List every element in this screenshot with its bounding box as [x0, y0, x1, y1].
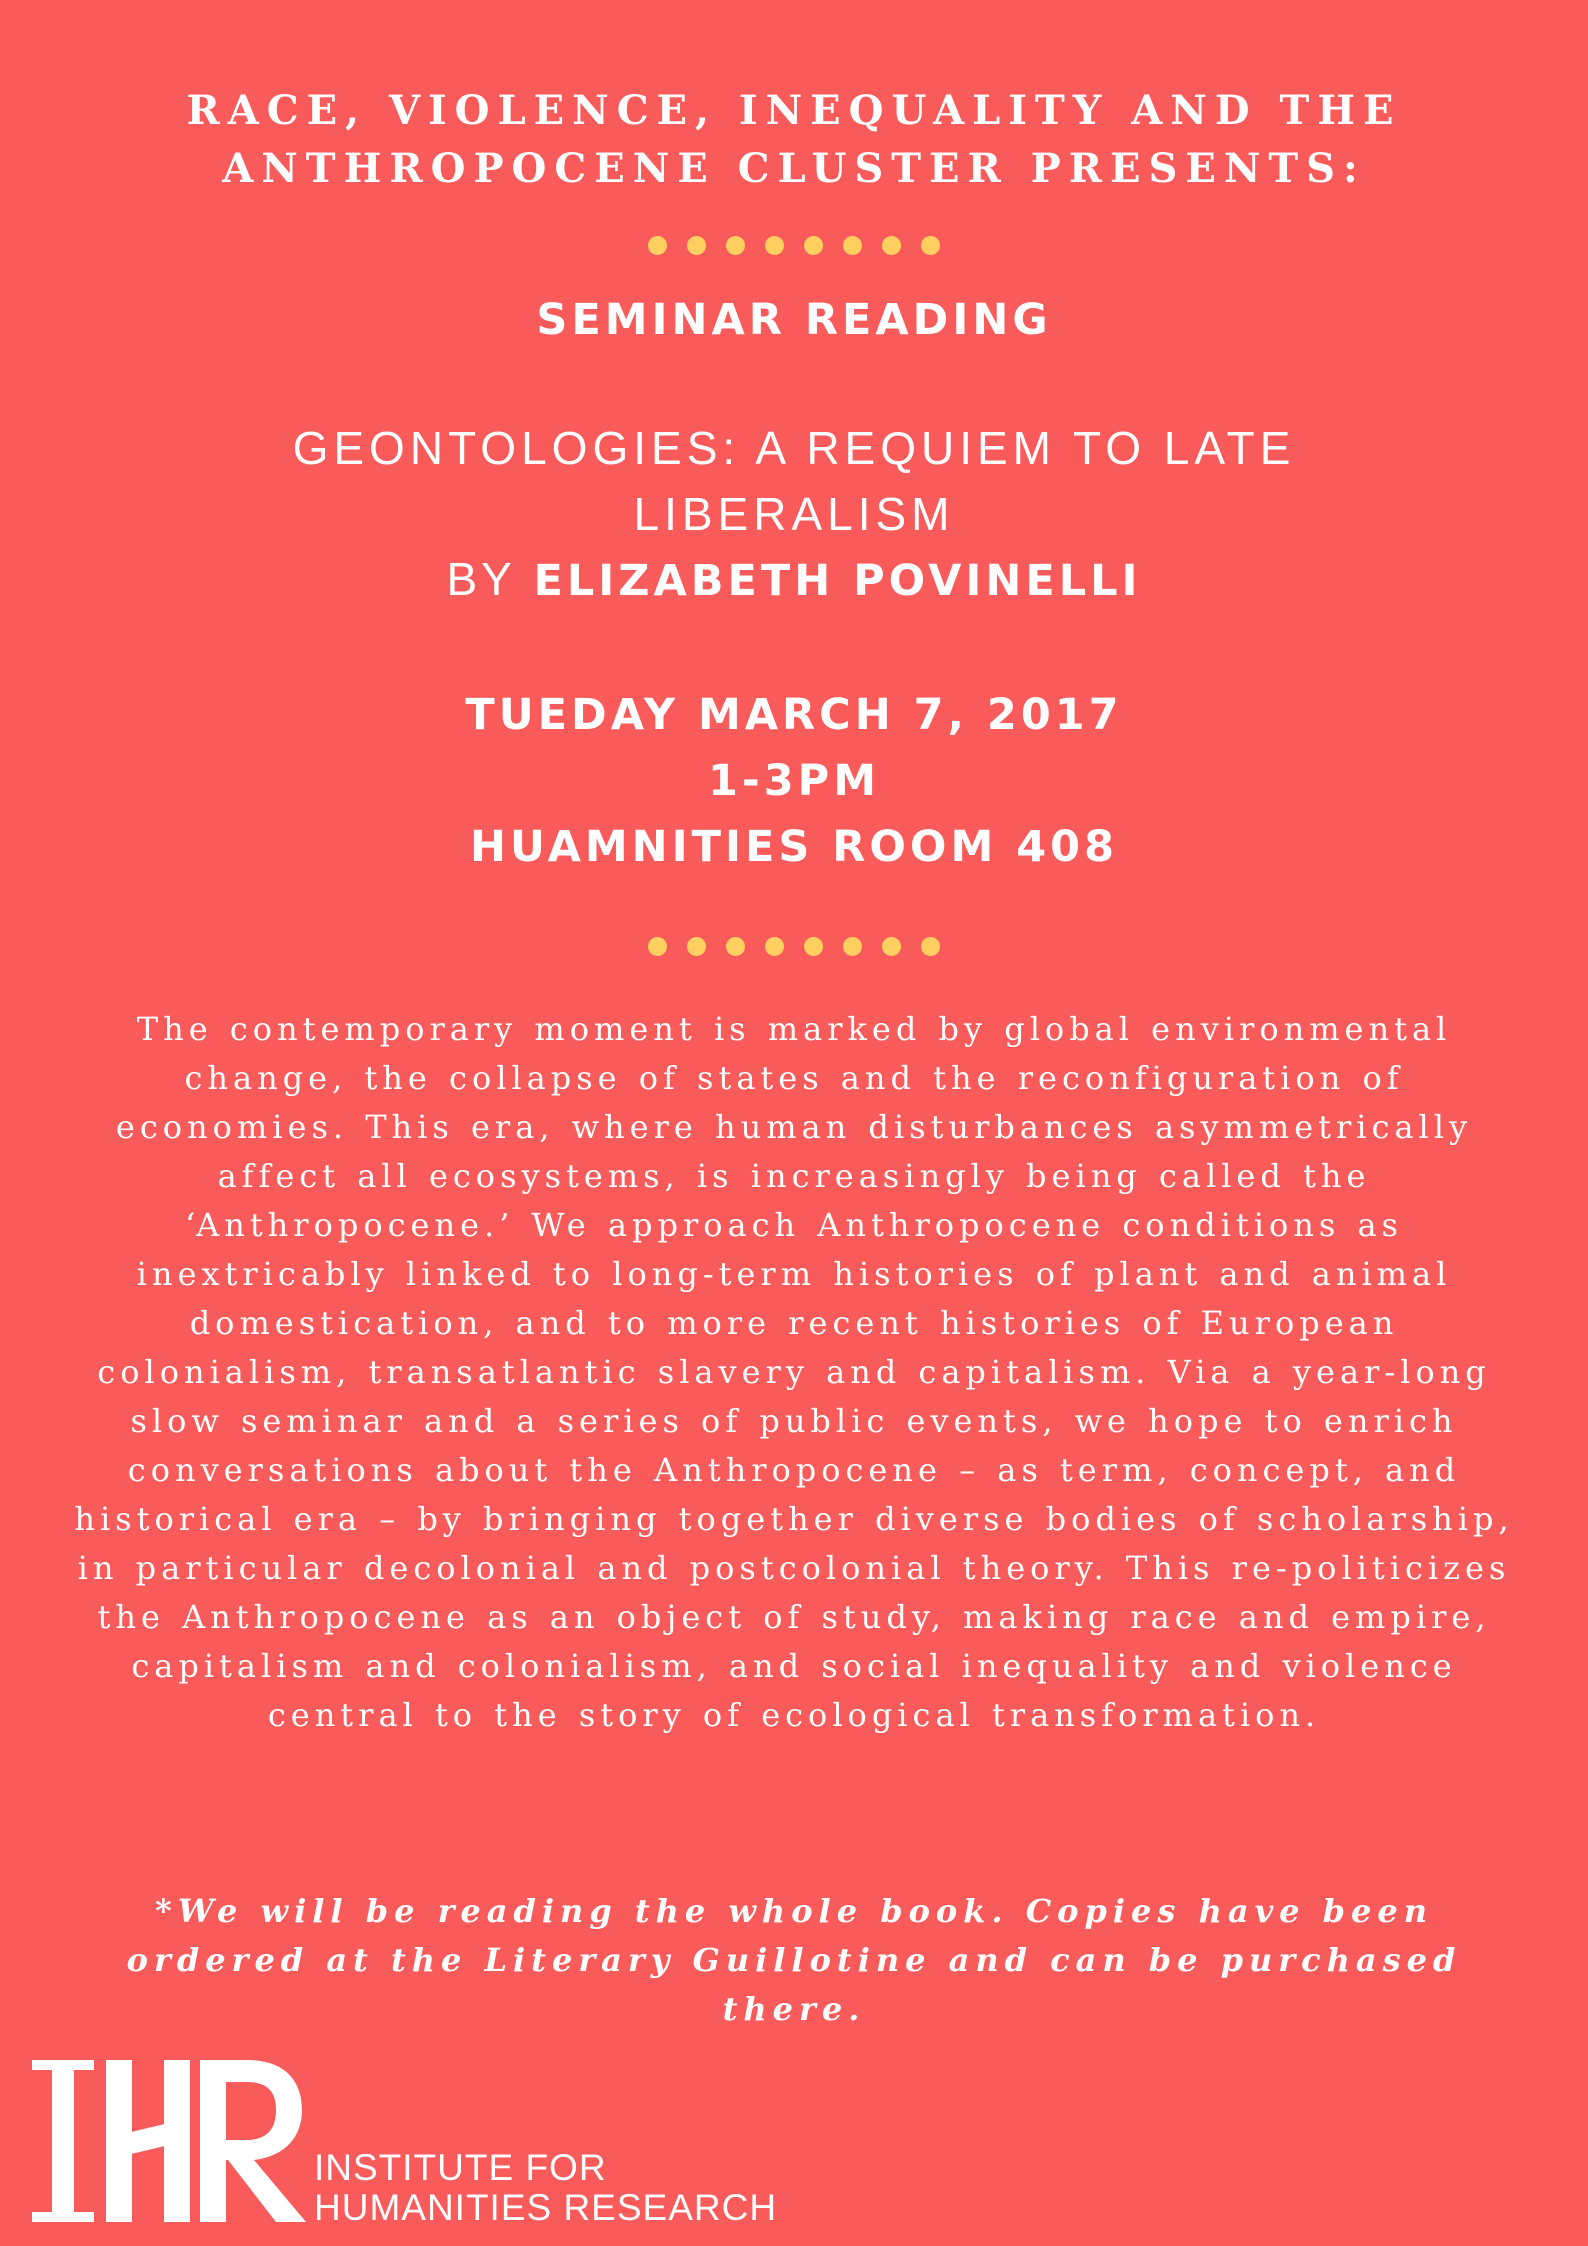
dot — [648, 236, 667, 255]
dot — [882, 236, 901, 255]
dot — [726, 937, 745, 956]
book-title — [0, 415, 1588, 547]
dot — [765, 937, 784, 956]
dot — [921, 236, 940, 255]
dot — [843, 236, 862, 255]
dot — [882, 937, 901, 956]
dot — [648, 937, 667, 956]
header-line-2: ANTHROPOCENE CLUSTER PRESENTS: — [222, 145, 1366, 192]
book-title-line-1: GEONTOLOGIES: A REQUIEM TO LATE — [292, 422, 1296, 474]
dot-divider-top — [0, 236, 1588, 255]
ihr-logo-line-1: INSTITUTE FOR — [314, 2147, 607, 2188]
dot — [765, 236, 784, 255]
event-time: 1-3PM — [708, 756, 880, 806]
reading-note: *We will be reading the whole book. Copies have been ordered at the Literary Guillotine and can be purchased there. — [126, 1892, 1462, 2028]
event-date: TUEDAY MARCH 7, 2017 — [465, 690, 1123, 740]
dot — [687, 937, 706, 956]
by-label: BY — [446, 553, 516, 605]
dot — [804, 937, 823, 956]
ihr-logo — [32, 2056, 792, 2226]
dot — [687, 236, 706, 255]
book-author-line — [0, 546, 1588, 614]
book-author: ELIZABETH POVINELLI — [533, 556, 1142, 606]
event-location: HUAMNITIES ROOM 408 — [469, 822, 1119, 872]
event-description: The contemporary moment is marked by global environmental change, the collapse of states and the reconfiguration of economies. This era, where human disturbances asymmetrically affect all ecosystems, is increasingly being called the ‘Anthropocene.’ We approach Anthropocene conditions as inextricably linked to long-term histories of plant and animal domestication, and to more recent histories of European colonialism, transatlantic slavery and capitalism. Via a year-long slow seminar and a series of public events, we hope to enrich conversations about the Anthropocene – as term, concept, and historical era – by bringing together diverse bodies of scholarship, in particular decolonial and postcolonial theory. This re-politicizes the Anthropocene as an object of study, making race and empire, capitalism and colonialism, and social inequality and violence central to the story of ecological transformation. — [74, 1010, 1514, 1734]
dot-divider-bottom — [0, 937, 1588, 956]
dot — [843, 937, 862, 956]
event-type: SEMINAR READING — [536, 295, 1052, 345]
ihr-logo-text — [314, 2148, 777, 2228]
book-title-line-2: LIBERALISM — [633, 488, 955, 540]
dot — [726, 236, 745, 255]
dot — [921, 937, 940, 956]
header-line-1: RACE, VIOLENCE, INEQUALITY AND THE — [186, 87, 1402, 134]
ihr-logo-line-2: HUMANITIES RESEARCH — [314, 2187, 778, 2228]
ihr-logo-mark — [32, 2056, 312, 2226]
event-details — [0, 682, 1588, 880]
dot — [804, 236, 823, 255]
poster-header — [0, 82, 1588, 198]
